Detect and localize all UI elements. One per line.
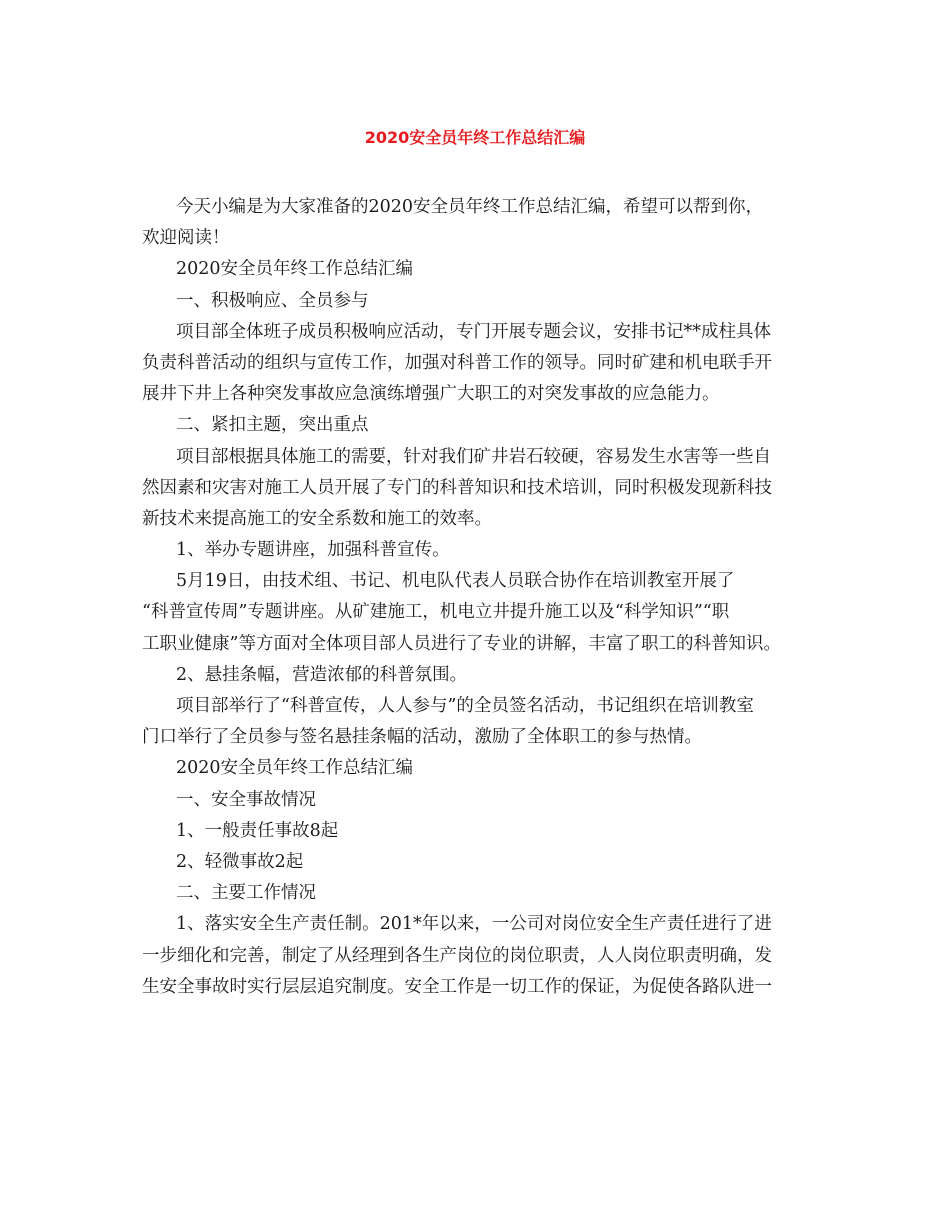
paragraph-line: 欢迎阅读！	[142, 228, 230, 249]
list-item: 1、一般责任事故8起	[176, 820, 339, 841]
paragraph-line: 项目部根据具体施工的需要，针对我们矿井岩石较硬，容易发生水害等一些自	[176, 446, 771, 467]
paragraph-line: 门口举行了全员参与签名悬挂条幅的活动，激励了全体职工的参与热情。	[142, 727, 702, 748]
paragraph-line: 展井下井上各种突发事故应急演练增强广大职工的对突发事故的应急能力。	[142, 384, 720, 405]
section-heading: 2020安全员年终工作总结汇编	[176, 259, 414, 280]
section-heading: 一、安全事故情况	[176, 789, 316, 810]
paragraph-line: 项目部举行了“科普宣传，人人参与”的全员签名活动，书记组织在培训教室	[176, 696, 754, 716]
paragraph-line: 一步细化和完善，制定了从经理到各生产岗位的岗位职责，人人岗位职责明确，发	[142, 945, 772, 966]
paragraph-line: 今天小编是为大家准备的2020安全员年终工作总结汇编，希望可以帮到你，	[176, 197, 764, 217]
paragraph-line: 生安全事故时实行层层追究制度。安全工作是一切工作的保证，为促使各路队进一	[142, 976, 772, 997]
paragraph-line: “科普宣传周”专题讲座。从矿建施工，机电立井提升施工以及“科学知识”“职	[142, 602, 730, 623]
paragraph-line: 项目部全体班子成员积极响应活动，专门开展专题会议，安排书记**成柱具体	[176, 321, 771, 342]
section-heading: 二、主要工作情况	[176, 883, 316, 904]
section-heading: 二、紧扣主题，突出重点	[176, 415, 369, 436]
paragraph-line: 1、落实安全生产责任制。201*年以来，一公司对岗位安全生产责任进行了进	[176, 914, 772, 935]
paragraph-line: 新技术来提高施工的安全系数和施工的效率。	[142, 508, 492, 529]
paragraph-line: 负责科普活动的组织与宣传工作，加强对科普工作的领导。同时矿建和机电联手开	[142, 352, 772, 373]
document-body	[142, 192, 822, 1003]
section-heading: 2、悬挂条幅，营造浓郁的科普氛围。	[176, 664, 468, 685]
section-heading: 2020安全员年终工作总结汇编	[176, 758, 414, 779]
paragraph-line: 5月19日，由技术组、书记、机电队代表人员联合协作在培训教室开展了	[176, 571, 735, 592]
paragraph-line: 然因素和灾害对施工人员开展了专门的科普知识和技术培训，同时积极发现新科技	[142, 477, 772, 498]
list-item: 2、轻微事故2起	[176, 851, 304, 872]
section-heading: 1、举办专题讲座，加强科普宣传。	[176, 540, 450, 561]
section-heading: 一、积极响应、全员参与	[176, 290, 369, 311]
paragraph-line: 工职业健康”等方面对全体项目部人员进行了专业的讲解，丰富了职工的科普知识。	[142, 633, 781, 654]
document-title: 2020安全员年终工作总结汇编	[364, 128, 586, 147]
